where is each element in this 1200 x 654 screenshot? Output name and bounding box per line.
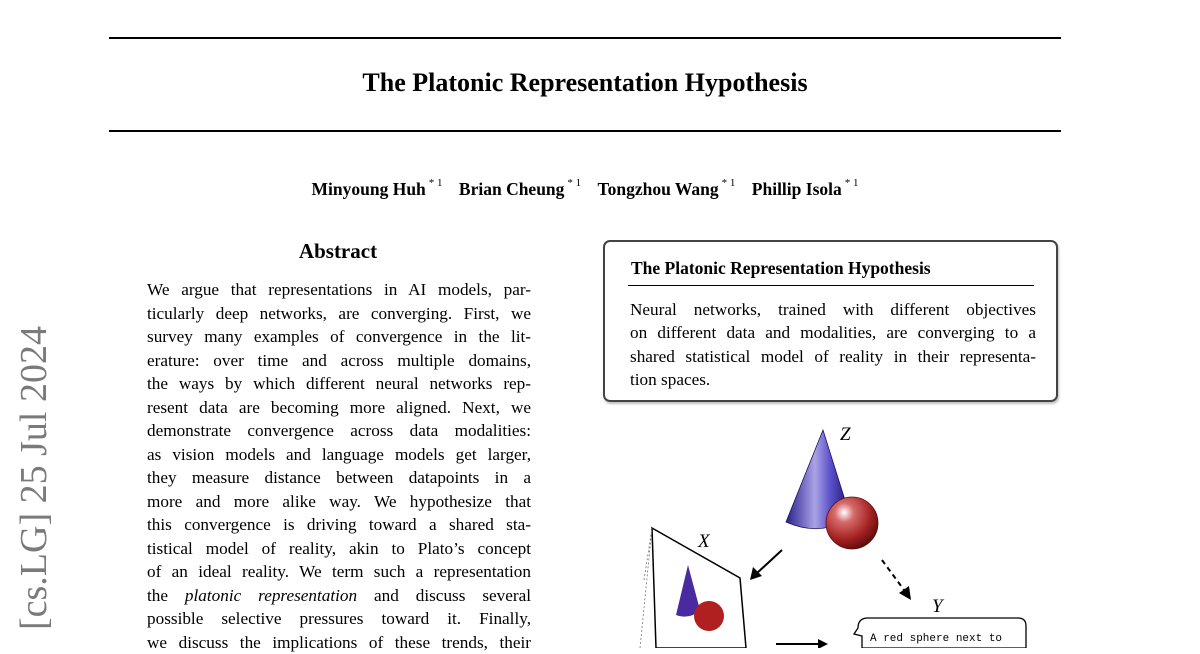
world-scene-z — [786, 430, 878, 549]
hypothesis-line: tion spaces. — [630, 368, 1036, 391]
author-name: Phillip Isola — [752, 179, 842, 199]
platonic-representation-term: platonic representation — [185, 586, 357, 605]
hypothesis-line: on different data and modalities, are converging to a — [630, 321, 1036, 344]
abstract-body — [147, 278, 531, 654]
abstract-heading: Abstract — [147, 238, 529, 264]
author-2 — [459, 179, 581, 199]
label-y: Y — [932, 596, 945, 617]
abstract-line: of an ideal reality. We term such a representation — [147, 560, 531, 584]
abstract-line: they measure distance between datapoints in a — [147, 466, 531, 490]
image-plane-x — [640, 528, 746, 648]
abstract-line: as vision models and language models get larger, — [147, 443, 531, 467]
abstract-line: more and more alike way. We hypothesize that — [147, 490, 531, 514]
abstract-line: survey many examples of convergence in the lit- — [147, 325, 531, 349]
abstract-line-italic — [147, 584, 531, 608]
arrow-to-x — [750, 550, 782, 580]
hypothesis-line: Neural networks, trained with different objectives — [630, 298, 1036, 321]
abstract-line: demonstrate convergence across data modalities: — [147, 419, 531, 443]
arrow-to-y — [882, 560, 911, 600]
author-mark: * 1 — [567, 177, 581, 189]
arrow-x-to-y — [776, 639, 828, 648]
author-mark: * 1 — [722, 177, 736, 189]
abstract-line: we discuss the implications of these trends, their — [147, 631, 531, 654]
author-mark: * 1 — [845, 177, 859, 189]
author-name: Minyoung Huh — [312, 179, 426, 199]
abstract-text: the — [147, 586, 185, 605]
caption-snippet: A red sphere next to — [870, 633, 1002, 645]
author-name: Tongzhou Wang — [598, 179, 719, 199]
author-4 — [752, 179, 859, 199]
hypothesis-title: The Platonic Representation Hypothesis — [631, 256, 931, 280]
hypothesis-body — [630, 298, 1036, 391]
hypothesis-rule — [628, 285, 1034, 286]
abstract-text: and discuss several — [357, 586, 531, 605]
platonic-figure — [600, 410, 1060, 648]
title-rule-bottom — [109, 130, 1061, 132]
paper-title: The Platonic Representation Hypothesis — [109, 66, 1061, 100]
hypothesis-line: shared statistical model of reality in their representa- — [630, 345, 1036, 368]
author-1 — [312, 179, 443, 199]
label-x: X — [697, 531, 711, 552]
label-z: Z — [840, 424, 851, 445]
abstract-line: ticularly deep networks, are converging. First, we — [147, 302, 531, 326]
author-3 — [598, 179, 736, 199]
arxiv-stamp: [cs.LG] 25 Jul 2024 — [8, 326, 60, 630]
title-rule-top — [109, 37, 1061, 39]
abstract-line: We argue that representations in AI models, par- — [147, 278, 531, 302]
abstract-line: tistical model of reality, akin to Plato’s concept — [147, 537, 531, 561]
sphere-shape — [826, 497, 878, 549]
abstract-line: possible selective pressures toward it. Finally, — [147, 607, 531, 631]
author-name: Brian Cheung — [459, 179, 565, 199]
abstract-line: resent data are becoming more aligned. Next, we — [147, 396, 531, 420]
author-list — [109, 173, 1061, 201]
abstract-line: this convergence is driving toward a shared sta- — [147, 513, 531, 537]
author-mark: * 1 — [429, 177, 443, 189]
abstract-line: the ways by which different neural networks rep- — [147, 372, 531, 396]
abstract-line: erature: over time and across multiple domains, — [147, 349, 531, 373]
